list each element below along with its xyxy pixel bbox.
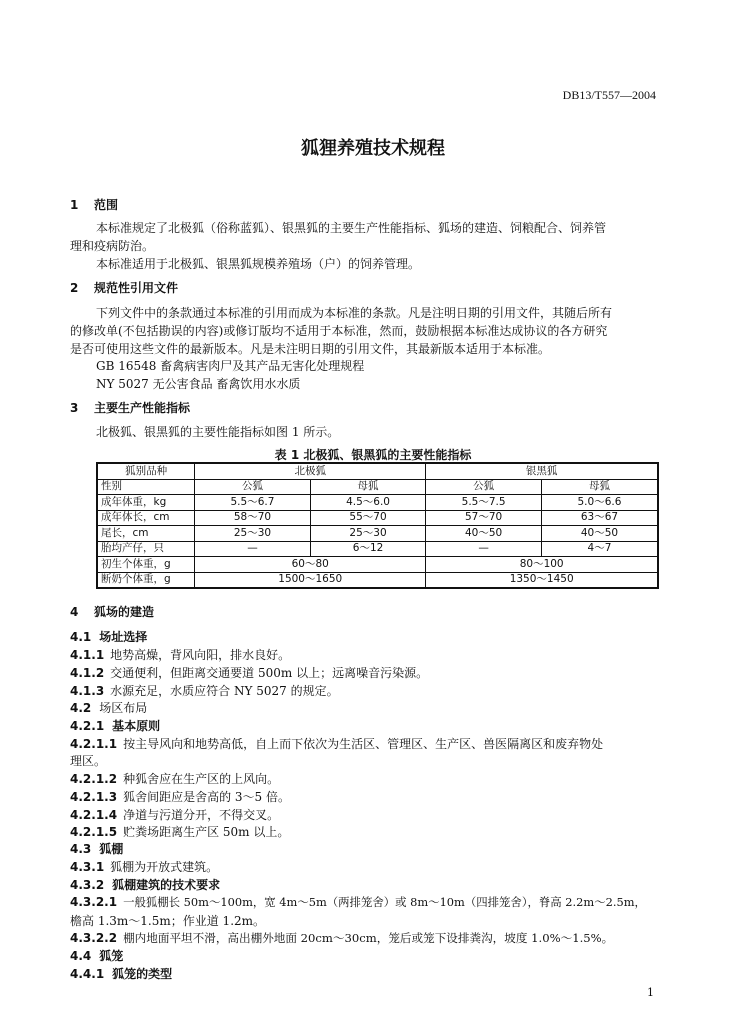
clause-4-2-1-1-line-1: 4.2.1.1 按主导风向和地势高低，自上而下依次为生活区、管理区、生产区、兽医隔离区和废弃物处 (70, 737, 604, 751)
table-row (97, 495, 658, 511)
page-title: 狐狸养殖技术规程 (301, 138, 445, 159)
clause-4-2-1-1-line-2: 理区。 (70, 754, 107, 768)
table-cell: 6～12 (310, 541, 426, 557)
clause-4-3-2: 4.3.2 狐棚建筑的技术要求 (70, 878, 221, 892)
table-row (97, 479, 658, 495)
clause-4-1-3: 4.1.3 水源充足，水质应符合 NY 5027 的规定。 (70, 684, 339, 698)
table-cell: — (195, 541, 311, 557)
clause-4-2-1-2: 4.2.1.2 种狐舍应在生产区的上风向。 (70, 772, 280, 786)
header-arctic-fox: 北极狐 (195, 463, 426, 479)
reference-ny5027: NY 5027 无公害食品 畜禽饮用水水质 (96, 377, 301, 391)
subsection-4-4-1: 4.4.1 狐笼的类型 (70, 967, 173, 981)
table-cell: 5.5～7.5 (426, 495, 542, 511)
table-cell: 母狐 (541, 479, 658, 495)
clause-4-1-1: 4.1.1 地势高燥，背风向阳，排水良好。 (70, 648, 291, 662)
performance-table (96, 462, 659, 589)
subsection-4-3: 4.3 狐棚 (70, 842, 124, 856)
clause-4-1-2: 4.1.2 交通便利，但距离交通要道 500m 以上；远离噪音污染源。 (70, 666, 429, 680)
clause-4-2-1-4: 4.2.1.4 净道与污道分开，不得交叉。 (70, 808, 280, 822)
table-cell: 40～50 (541, 526, 658, 542)
row-label: 胎均产仔，只 (97, 541, 195, 557)
section-1-para-2: 本标准适用于北极狐、银黑狐规模养殖场（户）的饲养管理。 (96, 257, 421, 271)
table-row (97, 557, 658, 573)
table-cell: 25～30 (310, 526, 426, 542)
subsection-4-4: 4.4 狐笼 (70, 949, 124, 963)
table-header-row (97, 463, 658, 479)
subsection-4-2: 4.2 场区布局 (70, 701, 148, 715)
clause-4-2-1-5: 4.2.1.5 贮粪场距离生产区 50m 以上。 (70, 825, 290, 839)
table-cell: 55～70 (310, 510, 426, 526)
table-cell: 5.5～6.7 (195, 495, 311, 511)
section-2-line-3: 是否可使用这些文件的最新版本。凡是未注明日期的引用文件，其最新版本适用于本标准。 (70, 342, 551, 356)
clause-4-2-1-3: 4.2.1.3 狐舍间距应是舍高的 3～5 倍。 (70, 790, 290, 804)
table-cell: 1500～1650 (195, 572, 426, 588)
table-row (97, 526, 658, 542)
table-cell: 5.0～6.6 (541, 495, 658, 511)
standard-number: DB13/T557—2004 (562, 88, 656, 102)
section-3-heading: 3 主要生产性能指标 (70, 401, 191, 415)
table-row (97, 541, 658, 557)
table-cell: 1350～1450 (426, 572, 658, 588)
table-cell: 母狐 (310, 479, 426, 495)
table-caption: 表 1 北极狐、银黑狐的主要性能指标 (274, 448, 472, 462)
header-species: 狐别品种 (97, 463, 195, 479)
section-4-heading: 4 狐场的建造 (70, 605, 155, 619)
table-cell: 25～30 (195, 526, 311, 542)
table-cell: 57～70 (426, 510, 542, 526)
section-1-para-1-line-2: 理和疫病防治。 (70, 239, 155, 253)
table-cell: 公狐 (195, 479, 311, 495)
table-cell: 公狐 (426, 479, 542, 495)
table-cell: 60～80 (195, 557, 426, 573)
subsection-4-1: 4.1 场址选择 (70, 630, 148, 644)
page-number: 1 (647, 986, 654, 999)
header-silver-fox: 银黑狐 (426, 463, 658, 479)
table-cell: — (426, 541, 542, 557)
table-cell: 4～7 (541, 541, 658, 557)
subsection-4-2-1: 4.2.1 基本原则 (70, 719, 161, 733)
table-cell: 4.5～6.0 (310, 495, 426, 511)
table-cell: 80～100 (426, 557, 658, 573)
table-cell: 58～70 (195, 510, 311, 526)
section-1-heading: 1 范围 (70, 198, 119, 212)
table-cell: 40～50 (426, 526, 542, 542)
section-1-para-1-line-1: 本标准规定了北极狐（俗称蓝狐）、银黑狐的主要生产性能指标、狐场的建造、饲粮配合、饲养管 (96, 221, 607, 235)
clause-4-3-2-1-line-2: 檐高 1.3m～1.5m；作业道 1.2m。 (70, 914, 266, 928)
row-label: 性别 (97, 479, 195, 495)
section-2-line-2: 的修改单(不包括勘误的内容)或修订版均不适用于本标准，然而，鼓励根据本标准达成协议的各方研究 (70, 324, 608, 338)
row-label: 断奶个体重，g (97, 572, 195, 588)
clause-4-3-2-1-line-1: 4.3.2.1 一般狐棚长 50m～100m，宽 4m～5m（两排笼舍）或 8m～10m（四排笼舍），脊高 2.2m～2.5m， (70, 895, 646, 909)
table-row (97, 510, 658, 526)
table-cell: 63～67 (541, 510, 658, 526)
clause-4-3-1: 4.3.1 狐棚为开放式建筑。 (70, 860, 219, 874)
row-label: 尾长，cm (97, 526, 195, 542)
row-label: 初生个体重，g (97, 557, 195, 573)
row-label: 成年体长，cm (97, 510, 195, 526)
section-2-heading: 2 规范性引用文件 (70, 281, 179, 295)
row-label: 成年体重，kg (97, 495, 195, 511)
clause-4-3-2-2: 4.3.2.2 棚内地面平坦不滑，高出棚外地面 20cm～30cm，笼后或笼下设排粪沟，坡度 1.0%～1.5%。 (70, 931, 614, 945)
table-row (97, 572, 658, 588)
section-2-line-1: 下列文件中的条款通过本标准的引用而成为本标准的条款。凡是注明日期的引用文件，其随后所有 (96, 306, 613, 320)
section-3-intro: 北极狐、银黑狐的主要性能指标如图 1 所示。 (96, 425, 340, 439)
reference-gb16548: GB 16548 畜禽病害肉尸及其产品无害化处理规程 (96, 359, 365, 373)
